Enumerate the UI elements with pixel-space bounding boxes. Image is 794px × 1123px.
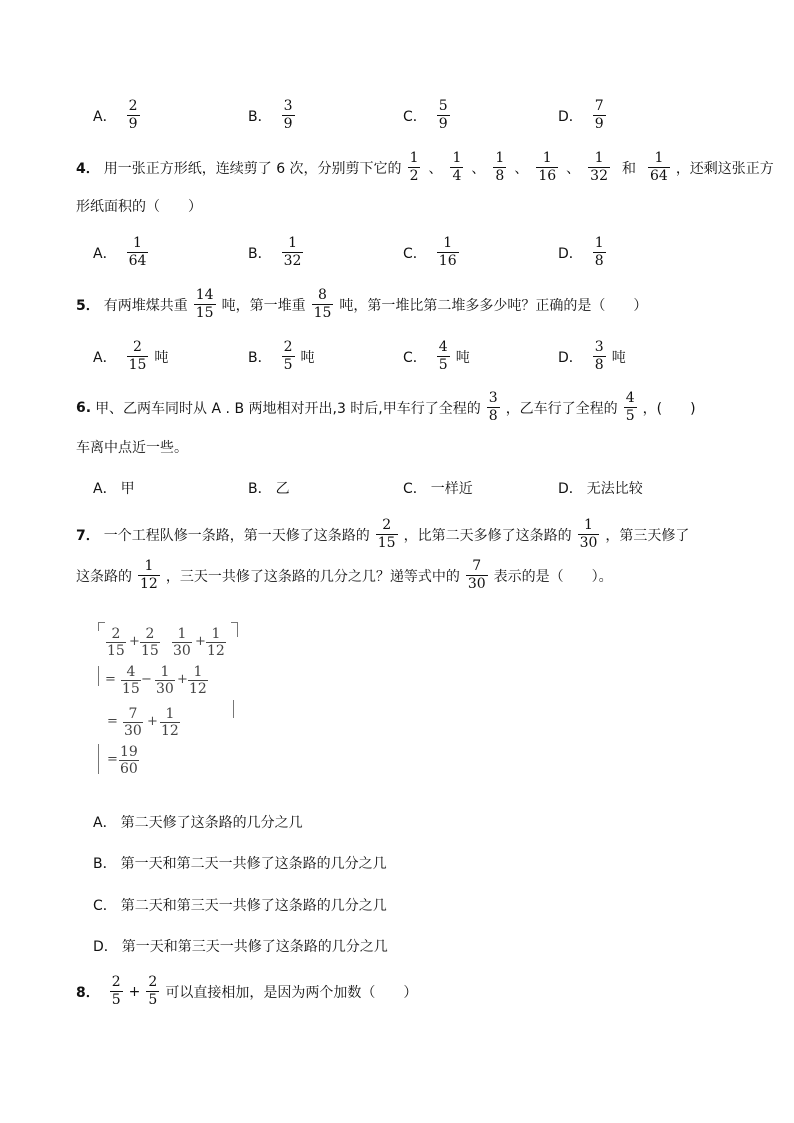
- fraction: 2 15: [141, 626, 159, 659]
- fraction: 1 12: [207, 626, 225, 659]
- fraction: $\frac{1}{30}$: [579, 517, 598, 551]
- q3-option-b[interactable]: B． $\frac{3}{9}$: [248, 98, 293, 132]
- fraction: $\frac{3}{9}$: [283, 98, 293, 132]
- fraction: $\frac{1}{32}$: [590, 150, 608, 184]
- q4-option-d[interactable]: D． $\frac{1}{8}$: [558, 235, 604, 269]
- q6-option-a[interactable]: A． 甲: [93, 481, 135, 497]
- q3-option-c[interactable]: C． $\frac{5}{9}$: [403, 98, 448, 132]
- fraction: 1 30: [156, 664, 174, 697]
- bracket: [98, 622, 105, 631]
- fraction: $\frac{2}{5}$: [283, 339, 293, 373]
- fraction: $\frac{1}{2}$: [409, 150, 419, 184]
- q5-option-b[interactable]: B． $\frac{2}{5}$ 吨: [248, 339, 315, 373]
- fraction: $\frac{4}{5}$: [438, 339, 448, 373]
- fraction: $\frac{1}{16}$: [538, 150, 557, 184]
- q6-option-c[interactable]: C． 一样近: [403, 481, 473, 497]
- fraction: $\frac{1}{8}$: [594, 235, 604, 269]
- q5-option-c[interactable]: C． $\frac{4}{5}$ 吨: [403, 339, 470, 373]
- q4-option-c[interactable]: C． $\frac{1}{16}$: [403, 235, 457, 269]
- fraction: 4 15: [122, 664, 140, 697]
- q7-option-a[interactable]: A． 第二天修了这条路的几分之几: [93, 815, 303, 831]
- q3-option-a[interactable]: A． $\frac{2}{9}$: [93, 98, 138, 132]
- q5-option-a[interactable]: A． $\frac{2}{15}$ 吨: [93, 339, 169, 373]
- fraction: 19 60: [120, 744, 138, 777]
- bracket: [98, 744, 99, 774]
- fraction: 7 30: [124, 706, 142, 739]
- q3-option-d[interactable]: D． $\frac{7}{9}$: [558, 98, 604, 132]
- q7-option-c[interactable]: C． 第二天和第三天一共修了这条路的几分之几: [93, 898, 387, 914]
- fraction: $\frac{14}{15}$: [195, 287, 214, 321]
- fraction: $\frac{4}{5}$: [625, 390, 635, 424]
- fraction: $\frac{7}{9}$: [594, 98, 604, 132]
- fraction: $\frac{1}{16}$: [438, 235, 457, 269]
- fraction: $\frac{2}{5}$: [148, 974, 158, 1008]
- q8-stem: 8． $\frac{2}{5}$ + $\frac{2}{5}$ 可以直接相加，是因为两个加数（ ）: [76, 974, 418, 1008]
- fraction: $\frac{1}{32}$: [283, 235, 302, 269]
- fraction: 1 30: [173, 626, 191, 659]
- fraction: 1 12: [161, 706, 179, 739]
- fraction: $\frac{8}{15}$: [313, 287, 332, 321]
- q6-option-b[interactable]: B． 乙: [248, 481, 290, 497]
- fraction: $\frac{2}{15}$: [377, 517, 396, 551]
- bracket: [231, 622, 238, 637]
- fraction: $\frac{3}{8}$: [594, 339, 604, 373]
- fraction: $\frac{1}{64}$: [649, 150, 668, 184]
- bracket: [233, 700, 234, 718]
- fraction: $\frac{1}{8}$: [495, 150, 505, 184]
- q7-option-b[interactable]: B． 第一天和第二天一共修了这条路的几分之几: [93, 856, 387, 872]
- q4-option-a[interactable]: A． $\frac{1}{64}$: [93, 235, 147, 269]
- q4-option-b[interactable]: B． $\frac{1}{32}$: [248, 235, 302, 269]
- q6-option-d[interactable]: D． 无法比较: [558, 481, 643, 497]
- q5-stem: 5． 有两堆煤共重 $\frac{14}{15}$ 吨，第一堆重 $\frac{8}{15}$ 吨，第一堆比第二堆多多少吨？正确的是（ ）: [76, 287, 648, 321]
- fraction: $\frac{1}{12}$: [140, 558, 158, 592]
- q6-stem-line2: 车离中点近一些。: [76, 440, 188, 456]
- fraction: $\frac{1}{4}$: [452, 150, 462, 184]
- fraction: $\frac{1}{64}$: [128, 235, 147, 269]
- q6-stem-line1: 6. 甲、乙两车同时从 A . B 两地相对开出,3 时后,甲车行了全程的 $\frac{3}{8}$ ，乙车行了全程的 $\frac{4}{5}$ ，( ): [76, 390, 696, 424]
- fraction: 2 15: [107, 626, 125, 659]
- q4-stem-line2: 形纸面积的（ ）: [76, 199, 202, 215]
- fraction: 1 12: [189, 664, 207, 697]
- q7-stem-line1: 7． 一个工程队修一条路，第一天修了这条路的 $\frac{2}{15}$ ，比第二天多修了这条路的 $\frac{1}{30}$ ，第三天修了: [76, 517, 690, 551]
- q7-stem-line2: 这条路的 $\frac{1}{12}$ ，三天一共修了这条路的几分之几？递等式中的 $\frac{7}{30}$ 表示的是（ ）。: [76, 558, 613, 592]
- fraction: $\frac{5}{9}$: [438, 98, 448, 132]
- fraction: $\frac{3}{8}$: [488, 390, 498, 424]
- bracket: [98, 666, 99, 686]
- fraction: $\frac{2}{15}$: [128, 339, 147, 373]
- fraction: $\frac{7}{30}$: [467, 558, 486, 592]
- fraction: $\frac{2}{9}$: [128, 98, 138, 132]
- q5-option-d[interactable]: D． $\frac{3}{8}$ 吨: [558, 339, 626, 373]
- q4-stem-line1: 4． 用一张正方形纸，连续剪了 6 次，分别剪下它的 $\frac{1}{2}$ 、 $\frac{1}{4}$ 、 $\frac{1}{8}$ 、 $\frac{1}{16}$ 、 $\frac{1}{32}$ 和 $\frac{1}{64}$ ，还剩这张正方: [76, 150, 774, 184]
- fraction: $\frac{2}{5}$: [111, 974, 121, 1008]
- calculation-steps-image: 2 15 + 2 15 1 30 + 1 12 = 4 15 − 1 30 + 1 12 = 7 30 + 1 12 = 19 60: [93, 620, 243, 780]
- q7-option-d[interactable]: D． 第一天和第三天一共修了这条路的几分之几: [93, 939, 388, 955]
